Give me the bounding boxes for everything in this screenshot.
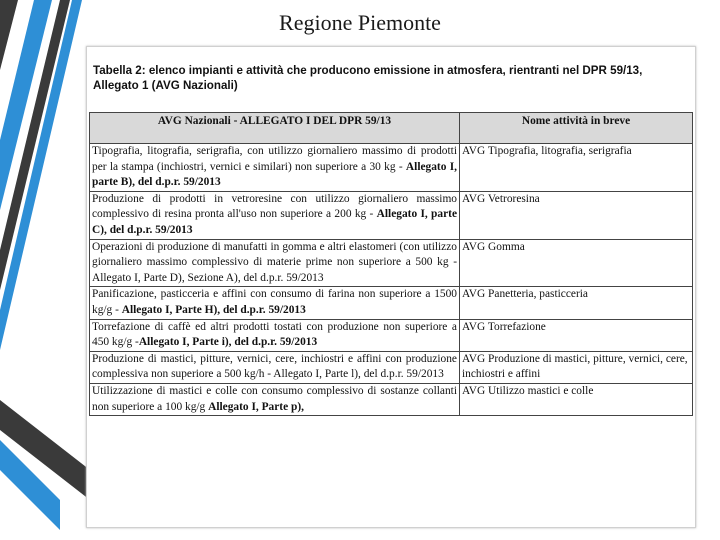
row-ref-text: Allegato I, Parte p), (208, 400, 304, 413)
table-row (90, 144, 693, 192)
row-ref-text: Allegato I, Parte i), del d.p.r. 59/2013 (138, 336, 318, 349)
table-row (90, 351, 693, 383)
row-desc-text: Operazioni di produzione di manufatti in gomma e altri elastomeri (con utilizzo giornaliero massimo complessivo di materie prime non superiore a 500 kg - Allegato I, Parte D), Sezione A), del d.p.r. 59/2013 (92, 240, 457, 284)
header-nome-attivita: Nome attività in breve (460, 113, 693, 144)
row-ref-text: Allegato I, parte B), del d.p.r. 59/2013 (92, 160, 457, 189)
row-activity-name: AVG Vetroresina (460, 191, 693, 239)
avg-table (89, 112, 693, 416)
row-description (90, 287, 460, 319)
table-row (90, 191, 693, 239)
table-caption (93, 63, 689, 93)
row-desc-text: Utilizzazione di mastici e colle con consumo complessivo di sostanze collanti non superiore a 100 kg/g (92, 384, 457, 413)
table-row (90, 319, 693, 351)
caption-line-1: Tabella 2: elenco impianti e attività che producono emissione in atmosfera, rientranti nel DPR 59/13, (93, 64, 643, 77)
row-ref-text: Allegato I, Parte H), del d.p.r. 59/2013 (121, 303, 306, 316)
row-description (90, 319, 460, 351)
row-activity-name: AVG Tipografia, litografia, serigrafia (460, 144, 693, 192)
table-row (90, 239, 693, 287)
row-description (90, 191, 460, 239)
row-activity-name: AVG Gomma (460, 239, 693, 287)
table-row (90, 287, 693, 319)
row-description (90, 144, 460, 192)
row-activity-name: AVG Produzione di mastici, pitture, vernici, cere, inchiostri e affini (460, 351, 693, 383)
row-activity-name: AVG Torrefazione (460, 319, 693, 351)
row-description (90, 383, 460, 415)
caption-line-2: Allegato 1 (AVG Nazionali) (93, 79, 238, 92)
row-desc-text: Produzione di prodotti in vetroresine con utilizzo giornaliero massimo complessivo di resina pronta all'uso non superiore a 200 kg - (92, 192, 457, 221)
row-activity-name: AVG Panetteria, pasticceria (460, 287, 693, 319)
slide-title: Regione Piemonte (279, 10, 441, 35)
row-activity-name: AVG Utilizzo mastici e colle (460, 383, 693, 415)
row-desc-text: Produzione di mastici, pitture, vernici, cere, inchiostri e affini con produzione complessiva non superiore a 500 kg/h - Allegato I, Parte l), del d.p.r. 59/2013 (92, 352, 457, 381)
table-header-row (90, 113, 693, 144)
header-avg-nazionali: AVG Nazionali - ALLEGATO I DEL DPR 59/13 (90, 113, 460, 144)
row-description (90, 351, 460, 383)
document-image (86, 46, 696, 528)
row-desc-text: Torrefazione di caffè ed altri prodotti tostati con produzione non superiore a 450 kg/g - (92, 320, 457, 349)
row-ref-text: Allegato I, parte C), del d.p.r. 59/2013 (92, 208, 457, 236)
decorative-stripes (0, 0, 90, 540)
row-description (90, 239, 460, 287)
row-desc-text: Panificazione, pasticceria e affini con consumo di farina non superiore a 1500 kg/g - (92, 288, 457, 316)
table-row (90, 383, 693, 415)
row-desc-text: Tipografia, litografia, serigrafia, con utilizzo giornaliero massimo di prodotti per la stampa (inchiostri, vernici e similari) non superiore a 30 kg - (92, 145, 457, 173)
